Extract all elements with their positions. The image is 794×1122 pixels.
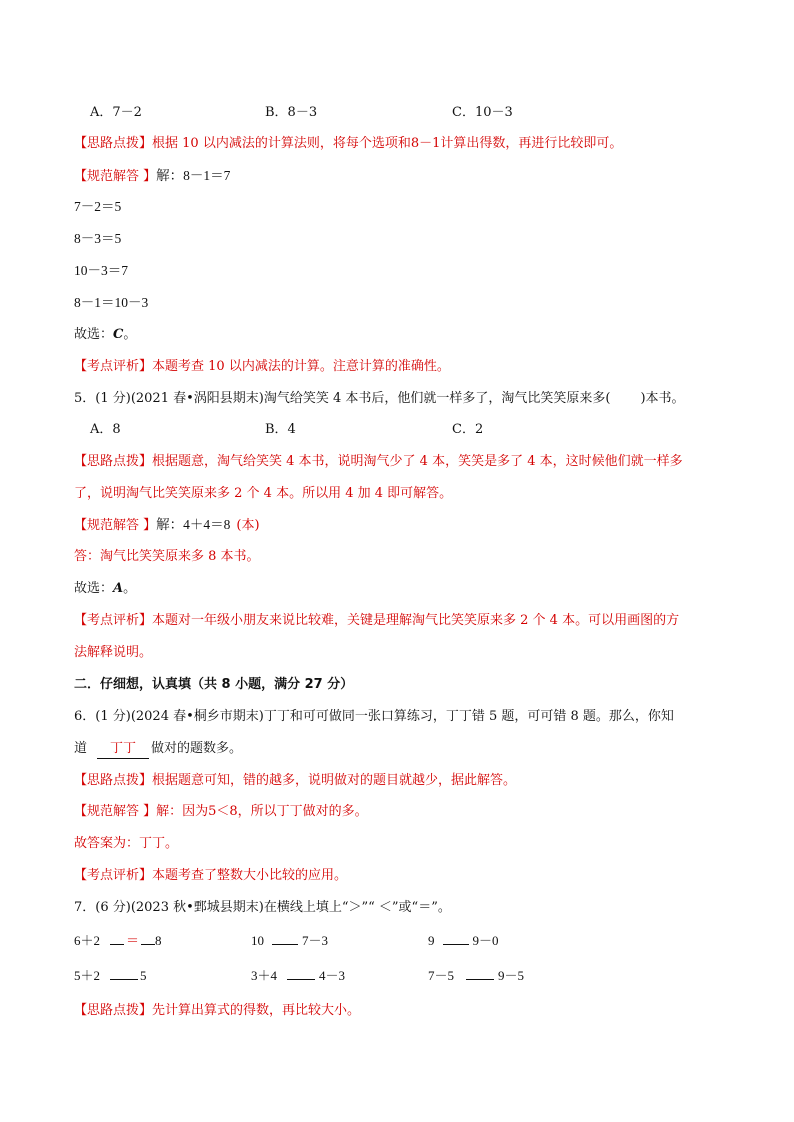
q4-step-2: 8－3＝5 xyxy=(74,231,122,246)
item-left: 3＋4 xyxy=(251,968,278,983)
tip-label: 【思路点拨】 xyxy=(74,773,153,788)
choice-prefix: 故选： xyxy=(74,581,114,596)
q4-review xyxy=(74,358,450,376)
tip-text: 根据题意可知，错的越多，说明做对的题目就越少，据此解答。 xyxy=(152,773,517,788)
q4-step-3: 10－3＝7 xyxy=(74,263,128,278)
tip-text-1: 根据题意，淘气给笑笑 4 本书，说明淘气少了 4 本，笑笑是多了 4 本，这时候他们就一样多 xyxy=(152,454,683,469)
review-text-1: 本题对一年级小朋友来说比较难，关键是理解淘气比笑笑原来多 2 个 4 本。可以用画图的方 xyxy=(152,613,680,628)
answer-blank xyxy=(110,979,138,980)
solution-label: 【规范解答 】 xyxy=(74,518,157,533)
item-right: 5 xyxy=(140,968,147,983)
q6-stem-cont xyxy=(74,740,242,759)
item-left: 7－5 xyxy=(428,968,455,983)
option-a: A．7－2 xyxy=(90,105,142,120)
answer-blank: 丁丁 xyxy=(97,740,149,759)
q7-stem: 7．(6 分)(2023 秋•鄄城县期末)在横线上填上“＞”“ ＜”或“＝”。 xyxy=(74,900,451,915)
section-heading: 二．仔细想，认真填（共 8 小题，满分 27 分） xyxy=(74,677,354,692)
answer-blank xyxy=(141,944,155,945)
item-right: 9－0 xyxy=(472,933,499,948)
option-b: B．8－3 xyxy=(265,105,318,120)
review-label: 【考点评析】 xyxy=(74,359,153,374)
tip-text: 根据 10 以内减法的计算法则，将每个选项和8－1计算出得数，再进行比较即可。 xyxy=(152,136,623,151)
choice-letter: A xyxy=(113,581,124,596)
answer-blank xyxy=(272,944,298,945)
q5-option-a: A．8 xyxy=(90,422,121,437)
q5-stem-end: )本书。 xyxy=(640,391,685,406)
q6-stem: 6．(1 分)(2024 春•桐乡市期末)丁丁和可可做同一张口算练习，丁丁错 5 题，可可错 8 题。那么，你知 xyxy=(74,709,674,724)
q7-tip xyxy=(74,1002,360,1020)
q7-item-4 xyxy=(74,967,147,985)
item-left: 5＋2 xyxy=(74,968,101,983)
q5-stem-start: 5．(1 分)(2021 春•涡阳县期末)淘气给笑笑 4 本书后，他们就一样多了，淘气比笑笑原来多( xyxy=(74,391,611,406)
q7-item-6 xyxy=(428,967,524,985)
review-text: 本题考查 10 以内减法的计算。注意计算的准确性。 xyxy=(152,359,450,374)
review-label: 【考点评析】 xyxy=(74,613,153,628)
item-right: 9－5 xyxy=(498,968,525,983)
q6-stem-end: 做对的题数多。 xyxy=(151,741,243,756)
answer-blank xyxy=(287,979,315,980)
option-c: C．10－3 xyxy=(452,105,513,120)
q4-step-4: 8－1＝10－3 xyxy=(74,295,149,310)
q5-option-b: B．4 xyxy=(265,422,296,437)
q5-tip-cont: 了，说明淘气比笑笑原来多 2 个 4 本。所以用 4 加 4 即可解答。 xyxy=(74,486,453,501)
answer-blank xyxy=(466,979,494,980)
solution-text: 解：8－1＝7 xyxy=(156,168,231,183)
item-right: 7－3 xyxy=(302,933,329,948)
q7-item-5 xyxy=(251,967,345,985)
solution-text: 解：因为5＜8，所以丁丁做对的多。 xyxy=(156,804,368,819)
q5-solution xyxy=(74,516,260,535)
choice-suffix: 。 xyxy=(123,327,137,342)
answer-blank xyxy=(110,944,124,945)
q7-item-3 xyxy=(428,932,499,950)
choice-letter: C xyxy=(113,327,124,342)
solution-label: 【规范解答 】 xyxy=(74,804,157,819)
q6-stem-start: 道 xyxy=(74,741,88,756)
solution-text: 解：4＋4＝8 xyxy=(156,517,231,532)
q5-option-c: C．2 xyxy=(452,422,484,437)
q7-item-1 xyxy=(74,932,162,950)
tip-label: 【思路点拨】 xyxy=(74,454,153,469)
choice-prefix: 故选： xyxy=(74,327,114,342)
q7-item-2 xyxy=(251,932,328,950)
q5-review-cont: 法解释说明。 xyxy=(74,645,153,660)
q5-tip xyxy=(74,453,683,471)
q6-solution xyxy=(74,803,368,821)
q5-answer: 答：淘气比笑笑原来多 8 本书。 xyxy=(74,549,260,564)
item-right: 8 xyxy=(155,933,162,948)
item-left: 9 xyxy=(428,933,435,948)
answer-blank xyxy=(443,944,469,945)
review-text: 本题考查了整数大小比较的应用。 xyxy=(152,868,348,883)
q4-step-1: 7－2＝5 xyxy=(74,199,122,214)
q5-review xyxy=(74,612,679,630)
q4-choice xyxy=(74,326,136,344)
q4-tip xyxy=(74,135,622,153)
q6-tip xyxy=(74,772,516,790)
q6-answer: 故答案为：丁丁。 xyxy=(74,836,179,851)
tip-label: 【思路点拨】 xyxy=(74,136,153,151)
item-right: 4－3 xyxy=(319,968,346,983)
q6-review xyxy=(74,867,347,885)
q5-choice xyxy=(74,580,136,598)
solution-label: 【规范解答 】 xyxy=(74,169,157,184)
q4-solution xyxy=(74,167,230,186)
q5-stem xyxy=(74,390,685,408)
item-left: 6＋2 xyxy=(74,933,101,948)
solution-unit: (本) xyxy=(236,518,260,533)
item-left: 10 xyxy=(251,933,264,948)
tip-text: 先计算出算式的得数，再比较大小。 xyxy=(152,1003,361,1018)
review-label: 【考点评析】 xyxy=(74,868,153,883)
choice-suffix: 。 xyxy=(123,581,137,596)
answer-mark: ＝ xyxy=(126,933,140,948)
tip-label: 【思路点拨】 xyxy=(74,1003,153,1018)
